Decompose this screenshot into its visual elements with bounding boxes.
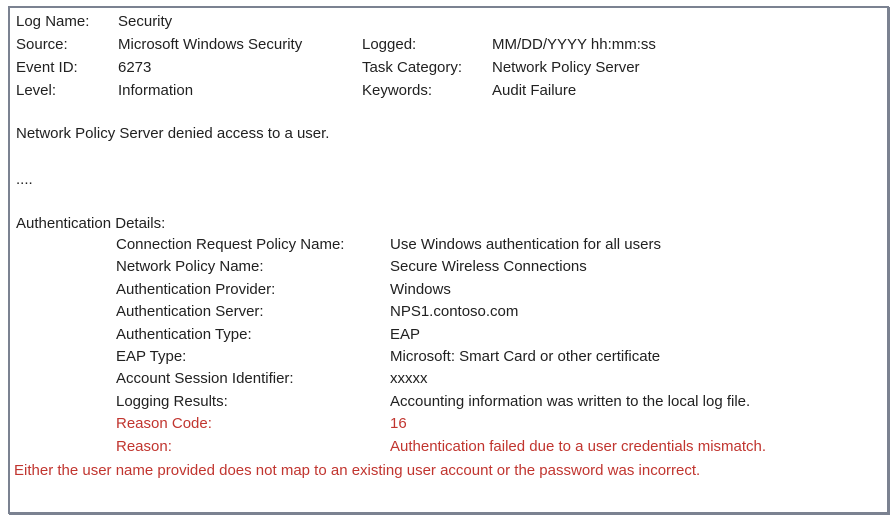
field-value-level: Information bbox=[118, 82, 194, 99]
field-label-task-category: Task Category: bbox=[362, 59, 463, 76]
detail-row bbox=[16, 391, 883, 413]
field-value-source: Microsoft Windows Security bbox=[118, 36, 303, 53]
field-value-keywords: Audit Failure bbox=[492, 82, 577, 99]
field-label-keywords: Keywords: bbox=[362, 82, 433, 99]
detail-row bbox=[16, 368, 883, 390]
detail-row bbox=[16, 256, 883, 278]
detail-value: 16 bbox=[390, 415, 407, 433]
detail-value: Microsoft: Smart Card or other certificate bbox=[390, 348, 661, 366]
detail-row-reason bbox=[16, 436, 883, 458]
detail-value: Use Windows authentication for all users bbox=[390, 236, 661, 253]
detail-value: NPS1.contoso.com bbox=[390, 303, 519, 321]
detail-row bbox=[16, 301, 883, 323]
detail-label: Logging Results: bbox=[116, 392, 228, 410]
detail-row bbox=[16, 234, 883, 256]
field-label-source: Source: bbox=[16, 36, 68, 53]
ellipsis-text: .... bbox=[16, 171, 33, 188]
detail-label: Reason Code: bbox=[116, 415, 212, 433]
detail-value: xxxxx bbox=[390, 370, 428, 388]
field-label-empty bbox=[362, 10, 492, 33]
field-label-log-name: Log Name: bbox=[16, 13, 90, 30]
field-value-task-category: Network Policy Server bbox=[492, 59, 640, 76]
detail-row bbox=[16, 324, 883, 346]
detail-label: Authentication Provider: bbox=[116, 280, 276, 298]
detail-row-reason-code bbox=[16, 413, 883, 435]
field-value-log-name: Security bbox=[118, 13, 173, 30]
section-title-authentication-details: Authentication Details: bbox=[16, 215, 166, 232]
detail-row bbox=[16, 279, 883, 301]
detail-value: Windows bbox=[390, 280, 451, 298]
field-value-empty bbox=[492, 10, 883, 33]
detail-label: Network Policy Name: bbox=[116, 258, 264, 276]
detail-label: Reason: bbox=[116, 437, 172, 455]
detail-value: Secure Wireless Connections bbox=[390, 258, 587, 276]
detail-label: Connection Request Policy Name: bbox=[116, 236, 345, 253]
detail-value: Authentication failed due to a user credentials mismatch. bbox=[390, 437, 767, 455]
field-label-level: Level: bbox=[16, 82, 57, 99]
error-note: Either the user name provided does not map to an existing user account or the password was incorrect. bbox=[14, 462, 701, 480]
field-label-event-id: Event ID: bbox=[16, 59, 78, 76]
field-value-logged: MM/DD/YYYY hh:mm:ss bbox=[492, 36, 656, 53]
detail-label: EAP Type: bbox=[116, 348, 187, 366]
authentication-details-list bbox=[16, 234, 883, 458]
detail-label: Authentication Type: bbox=[116, 325, 252, 343]
detail-label: Authentication Server: bbox=[116, 303, 264, 321]
detail-row bbox=[16, 346, 883, 368]
event-header bbox=[16, 10, 883, 102]
detail-value: EAP bbox=[390, 325, 421, 343]
detail-label: Account Session Identifier: bbox=[116, 370, 294, 388]
field-label-logged: Logged: bbox=[362, 36, 417, 53]
field-value-event-id: 6273 bbox=[118, 59, 152, 76]
event-description: Network Policy Server denied access to a user. bbox=[16, 125, 330, 142]
event-log-panel bbox=[8, 6, 889, 514]
detail-value: Accounting information was written to the local log file. bbox=[390, 392, 751, 410]
